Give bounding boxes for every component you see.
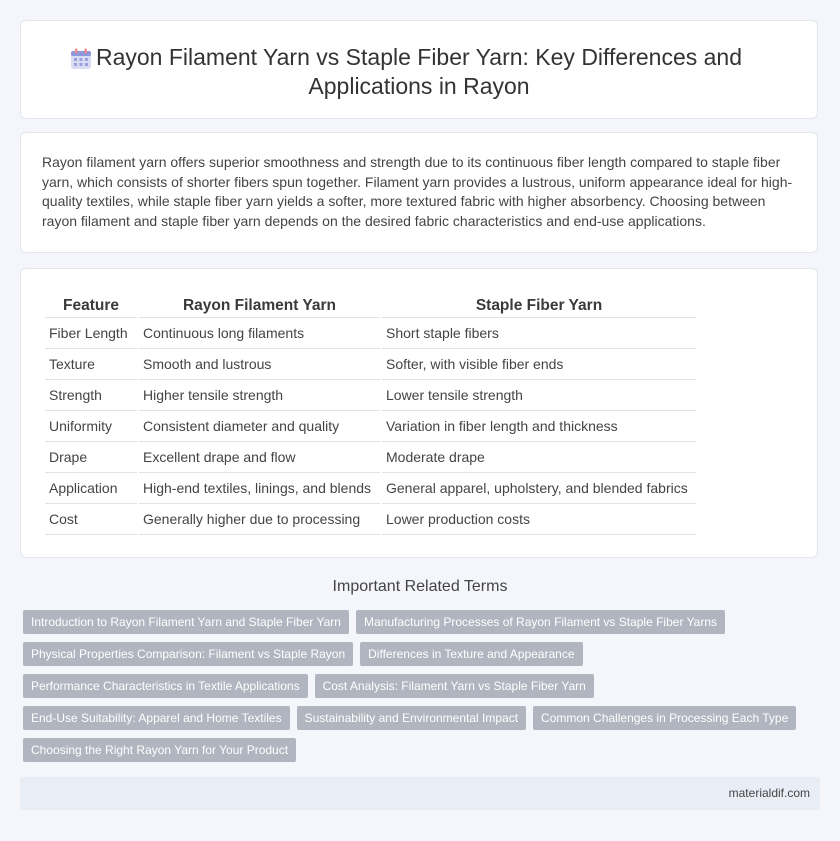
table-cell: Higher tensile strength xyxy=(139,380,380,411)
related-term-tag[interactable]: Sustainability and Environmental Impact xyxy=(297,706,526,730)
table-row xyxy=(45,504,696,535)
related-term-tag[interactable]: Differences in Texture and Appearance xyxy=(360,642,582,666)
related-term-tag[interactable]: Physical Properties Comparison: Filament vs Staple Rayon xyxy=(23,642,353,666)
comparison-table-card xyxy=(20,268,818,558)
column-header: Rayon Filament Yarn xyxy=(139,295,380,318)
related-term-tag[interactable]: Performance Characteristics in Textile Applications xyxy=(23,674,308,698)
table-cell: Continuous long filaments xyxy=(139,318,380,349)
table-cell: Strength xyxy=(45,380,137,411)
related-term-tag[interactable]: Cost Analysis: Filament Yarn vs Staple Fiber Yarn xyxy=(315,674,594,698)
table-cell: Short staple fibers xyxy=(382,318,696,349)
related-term-tag[interactable]: Common Challenges in Processing Each Type xyxy=(533,706,796,730)
table-cell: Softer, with visible fiber ends xyxy=(382,349,696,380)
table-row xyxy=(45,411,696,442)
table-cell: Consistent diameter and quality xyxy=(139,411,380,442)
table-cell: Lower production costs xyxy=(382,504,696,535)
related-terms-heading: Important Related Terms xyxy=(332,578,508,595)
table-cell: Uniformity xyxy=(45,411,137,442)
table-row xyxy=(45,473,696,504)
table-cell: Generally higher due to processing xyxy=(139,504,380,535)
title-wrap xyxy=(21,43,817,101)
table-header-row xyxy=(45,295,696,318)
related-terms-list xyxy=(23,610,813,762)
table-cell: Excellent drape and flow xyxy=(139,442,380,473)
table-cell: Fiber Length xyxy=(45,318,137,349)
page-title: Rayon Filament Yarn vs Staple Fiber Yarn: Key Differences and Applications in Rayon xyxy=(95,44,743,99)
intro-card xyxy=(20,132,818,253)
footer-site-link[interactable]: materialdif.com xyxy=(728,786,810,800)
intro-paragraph: Rayon filament yarn offers superior smoothness and strength due to its continuous fiber length compared to staple fiber yarn, which consists of shorter fibers spun together. Filament yarn provides a lustrous, uniform appearance ideal for high-quality textiles, while staple fiber yarn yields a softer, more textured fabric with higher absorbency. Choosing between rayon filament and staple fiber yarn depends on the desired fabric characteristics and end-use applications. xyxy=(42,154,793,229)
header-card xyxy=(20,20,818,119)
related-term-tag[interactable]: Manufacturing Processes of Rayon Filament vs Staple Fiber Yarns xyxy=(356,610,725,634)
table-row xyxy=(45,318,696,349)
related-term-tag[interactable]: Introduction to Rayon Filament Yarn and Staple Fiber Yarn xyxy=(23,610,349,634)
table-cell: Lower tensile strength xyxy=(382,380,696,411)
table-cell: Variation in fiber length and thickness xyxy=(382,411,696,442)
related-term-tag[interactable]: End-Use Suitability: Apparel and Home Textiles xyxy=(23,706,290,730)
comparison-table xyxy=(43,295,698,535)
column-header: Staple Fiber Yarn xyxy=(382,295,696,318)
table-row xyxy=(45,380,696,411)
table-cell: Drape xyxy=(45,442,137,473)
related-term-tag[interactable]: Choosing the Right Rayon Yarn for Your Product xyxy=(23,738,296,762)
table-row xyxy=(45,442,696,473)
table-cell: High-end textiles, linings, and blends xyxy=(139,473,380,504)
footer xyxy=(20,777,820,810)
table-cell: Application xyxy=(45,473,137,504)
table-cell: Moderate drape xyxy=(382,442,696,473)
table-cell: General apparel, upholstery, and blended fabrics xyxy=(382,473,696,504)
table-row xyxy=(45,349,696,380)
table-cell: Smooth and lustrous xyxy=(139,349,380,380)
table-cell: Cost xyxy=(45,504,137,535)
column-header: Feature xyxy=(45,295,137,318)
table-cell: Texture xyxy=(45,349,137,380)
